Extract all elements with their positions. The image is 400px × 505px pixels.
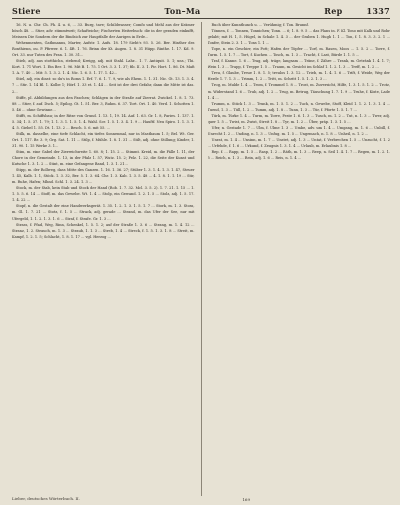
entry-paragraph: 16. N. u. Chr. Ch. Ph. 4. u. 6, ... 33. Burg, tave; Schildwasser; Comfo und Mehl aus der Krämer bösch 48. ... Stier, adv. stimmtweit; Schafteiche; Fischerten Heiterbuch: die in der geraden einkufft, Meissen Die Sondern der die Bindsich zur Hauptfalle der Aurigen in Erde... bbox=[12, 23, 195, 40]
entry-paragraph: Unrat, m. 1. 4 ... Unsinn, m. 1. 7 ... Unstet, adj. 1. 3 ... Untat, f. Verbrechen 1. 5 ... Unzucht, f. 1. 2 ... Urfehde, f. 1. 6 ... Urkund, f. Zeugnis 1. 3. 1. 4 ... Urlaub, m. Erlaubnis 1. 8 ... bbox=[207, 137, 390, 148]
entry-paragraph: Ruch über Kunnthunch u. ... Verühmig; f. Ton. Brunnf. bbox=[211, 23, 309, 27]
signature-mark: 169 bbox=[242, 497, 250, 502]
entry-paragraph: Rep. f. ... Rapp, m. 1. 5 ... Rasp, 1. 2 ... Räth, m. 1. 3 ... Reep, n. Seil 1. 4. 1. 7 ... Regen, m. 1. 2. 1. 5 ... Reich, n. 1. 3 ... Rein, adj. 1. 6 ... Reis, n. 1. 4 ... bbox=[207, 149, 390, 161]
header-right-keyword: Rep bbox=[324, 6, 343, 16]
header-rule bbox=[12, 18, 390, 19]
entry-paragraph: Trumm, n. Stück 1. 3 ... Trunk, m. 1. 5. 1. 2 ... Tuch, n. Gewebe, Stoff, Kleid 1. 1. 2. 1. 3. 1. 4 ... Tuend, 1. 3 ... Tüll, 1. 2 ... Tumm, adj. 1. 8 ... Tunn, 1. 3 ... Tür, f. Pforte 1. 5. 1. 7 ... bbox=[207, 101, 390, 112]
entry-paragraph: Stieb, adj. aus stotthichn, stebend; Kreigg, adj. mit Stahl. Lahr... 1. 7. Antiquit. 5. 1; uns.; Thi. Kort. 1. 71 Wort. 1. Ein Ber. 1. 96. Mit B. 1. 75. 1 Ort. 3. 3. 1. 37; fib. II. 3. 1. Pir. Hort. 1. 86. Dt. Mafi 1. A. 7. 40 ... Mit: 5. 1. 3. 2. 1. 4. Nic. 1. 6. 5. 1. 17. 1. 42... bbox=[12, 59, 195, 76]
header-left-keyword: Stiere bbox=[12, 6, 41, 16]
entry-paragraph: Stopf, n. die Gestalt der eine Handwerksgerät. 1. 35. 1. 2. 1. 3. 1. 5. 1. 7 ... Stork, m. 1. 3. Stoss, m. Gl. 1. 7. 21 ... Stotz, f. 1. 5 ... Strack, adj. gerade ... Strand, m. das Ufer der See, nur mit Ufergeld, 1. 1. 2. 1. 3. 1. 6 ... Straf, f. Strafe. Gr. 1. 3 ... bbox=[12, 204, 195, 221]
header-center-range: Ton–Ma bbox=[164, 6, 201, 16]
entry-paragraph: Türk, m. Türke 1. 4 ... Turm, m. Torre, Feste 1. 6. 1. 3 ... Tusch, m. 1. 2 ... Tut, n. 1. 3 ... Twer, adj. quer 1. 5 ... Twist, m. Zwist, Streit 1. 8 ... Tyr, m. 1. 2 ... Über, präp. 1. 3. 1. 5 ... bbox=[207, 113, 390, 124]
entry-paragraph: Tönnen, f. ... Tonnen, Tonnichen; Tonn. ... 6; 1. 8. 9. 5 ... das Plans in. F. Kl. Tono mit Kalk und Rohr gelabt; mit H. 1, 5. Hügel, in Schale 1. 4. 3 ... der Graben 1. Hugh 1. 1 ... Ton, f. 1. 8. 3. 3. 2. 1 ... Tonfer, Stein 2. 3. 1 ... Tons 1. 1 ... bbox=[207, 29, 390, 46]
left-column bbox=[12, 22, 195, 496]
entry-paragraph: Ufer, n. Gestade 1. 7 ... Ulm, f. Ulme 1. 3 ... Umbe, adv. um 1. 4 ... Umgang, m. 1. 6 ... Unbill, f. Unrecht 1. 2 ... Unding, n. 1. 3 ... Unfug, m. 1. 5 ... Ungemach, n. 1. 8 ... Unheil, n. 1. 2 ... bbox=[207, 125, 390, 136]
entry-paragraph: Stiel, adj. ein dinst: so du's in Roms 1. Erf. 7. 6. 1. 7. 9, wie als Ehem. 1. 1. 31. Nic. Gt. 13. 1. 3. 4. 7 ... Stir. 1. 14 Bl. 1. Kolbe 1; Hörf. 1. 33 et. 1. 44 ... Seit ist der drei Gefahr, dann die Mitte ist das. 2... bbox=[12, 77, 195, 94]
column-divider bbox=[201, 22, 202, 496]
footer-source: Lieber, deutsches Wörterbuch. II. bbox=[12, 496, 80, 501]
entry-paragraph: Wehenmenten, Gathmanns, Marter, Aufstr. 1. Aufs. 18. 179 Sieht's 93. 5. 26. Ber. Hinther des Ronthienn, ou. P. Pfirwer. 6. 1. 4ft. 1. 76. Brinn der Kt. Augen. 1. 8. 31 Hüpp. Rinthe. 1. 17. Kd. 9. Ort. 33. nur Tuten des Fran. 1. 30. 31... bbox=[12, 41, 195, 58]
right-column bbox=[208, 22, 391, 496]
page-number: 1337 bbox=[366, 6, 390, 16]
text-columns bbox=[12, 22, 390, 496]
entry-paragraph: Stim, m. eine Gabel der Zierreichweite 1. 60. 8; 1. 15. 2 ... Stimmt. Kreid, m. die Fälle 1. 11, der Chore in der Gemeinde. 1. 13, in der Pfalz 1. 57, Wutz. 15. 2; Pelz. 1. 22, die Seite der Kunst und Kutsche 1. 3. 1. 2 ... Stint, m. eine Gefangene Band, 1. 3. 1. 21... bbox=[12, 149, 195, 167]
header-right-group bbox=[324, 6, 390, 16]
entry-paragraph: Stifft, m. Schiffsbau; in der Ritze von Grund. 1. 13. 1, 19. 14. Auf. 1. 63. Gr. 1. 8, Paries. 1. 137. 1. 5. 34; 1. 5. 37. 1. 79; 1. 1. 3. 1. 1. 5. 1. 4. Wahl. Scr. 1. 5. 1. 3. 4. 1. 9 ... Hauftf. Neu Spiro. 1. 1. 3. 1. 4. 5. Giebel 1. 55. Dt. 1. 13. 2 ... Besch. 5. 6. mit 55. ... bbox=[12, 113, 195, 130]
entry-paragraph: Strass, f. Pfad, Weg, Rinn, Schenkel, 1. 5. 1. 2; auf der Straße 1. 3. 6 ... Strang, m. 1. 4. 12 ... Stranz, 1. 2. Strauch, m. 1. 3 ... Straub, 1. 1. 3 ... Streb, 1. 4 ... Streck, f. 1. 5. 1. 3. 1. 8 ... Streit, m. Kampf, 1. 2. 1. 5; Schlacht, 1. 8. 1. 17 ... vgl. Herzog ... bbox=[12, 222, 195, 239]
entry-paragraph: Stiffe, pl. Abbildungen aus den Faschen; Schlägen in der Straße auf Zierrat. Zwickel. 1. 8. 1. 73. 88 ... Stier, f. auf. Dsch. 5; Epilog. Gt. 1. 51. Ber. 3, Ruhm. 6. 37. Tort. Ort. 1. 40. Verd. 1. Schotten 1. 5. 46 ... ohne Gewinne... bbox=[12, 95, 195, 112]
entry-paragraph: Trog, m. Mulde 1. 4 ... Trom, f. Trommel 1. 8 ... Trost, m. Zuversicht, Hilfe, 1. 3. 1. 5. 1. 2 ... Trotz, m. Widerstand 1. 6 ... Trub, adj. 1. 2 ... Trug, m. Betrug, Täuschung 1. 7. 1. 9 ... Truhe, f. Kiste, Lade 1. 4 ... bbox=[207, 83, 390, 100]
entry-paragraph: Stilk, m. dasselbe, eine tiefe Schlacht, ein tiefes Sonnenmal, nur in Mastbaum 1. 5; Bel. Wt. Ger. Ort. 1. 117. Br. 3. 9; Grg. Sat. 1. 11 ... Stilp, f. Mühle. 1. 8. 1. 31 ... Stilt, adj. ohne Stillung; Kinder, 1. 31. 90. 1. 15 Werke 3. 1... bbox=[12, 131, 195, 148]
entry-paragraph: Stipp, m. der Rollweg, dass Mitte des Ganzen. 1. 16. 1. 36. 27; Stüber 1. 3. 1. 4. 1. 3. 1. 47, Steuer 1. 45, Kalb. 1. 1, Stöck. 1. 3. 32, Ber. 5. 1. 3. 64. Chr. 1. 3. Kab. 1. 3. 5. 48 ... 4. 1. 8. 1. 1. 19 ... Stir, m. Ruhe, Hafen; Mhnd. Schl. 1. 3. 24. 1. 3 ... bbox=[12, 168, 195, 185]
entry-paragraph: Tope, n. ein Geschirr, ein Pott; Hafen der Töpfer ... Torf, m. Rasen, Moos ... 1. 5. 2 ... Torre, f. Turm. 1. 5. 1. 7 ... Tort, f. Kuchen ... Tosch, m. 1. 3 ... Tracht, f. Last, Bürde 1. 1. 5 ... bbox=[207, 47, 390, 58]
entry-paragraph: Treu, f. Glaube, Treue 1. 8. 1. 5; treulos 1. 3. 12 ... Trieb, m. 1. 4. 1. 6 ... Trift, f. Weide, Weg der Herde 1. 7. 1. 3 ... Trimm, 1. 2 ... Tritt, m. Schritt 1. 5. 1. 2. 1. 3 ... bbox=[207, 71, 390, 82]
entry-paragraph: Stock, m. der Stab, kein Stab und Stock der Hand (Rob. 1. 7. 32. Mcl. 3. 5. 2). 1. 7. 21. 1. 15 ... 1. 1. 5. 5. 6. 14 ... Stoff, m. das Gewebe. Wt. 1. 4 ... Stolp, ein Gewand. 1. 2. 1. 5 ... Stolz, adj. 1. 5. 17. 1. 4. 22 ... bbox=[12, 186, 195, 203]
entry-paragraph: Traf, f. Kanne. 1. 6 ... Trag, adj. träge, langsam ... Träne, f. Zähre ... Trank, m. Getränk 1. 4. 1. 7; Wein 1. 3 ... Trapp, f. Treppe 1. 5 ... Traum, m. Gesicht im Schlaf 1. 1. 2. 1. 3 ... Treff, m. 1. 2 ... bbox=[207, 59, 390, 70]
page-header bbox=[12, 6, 390, 17]
